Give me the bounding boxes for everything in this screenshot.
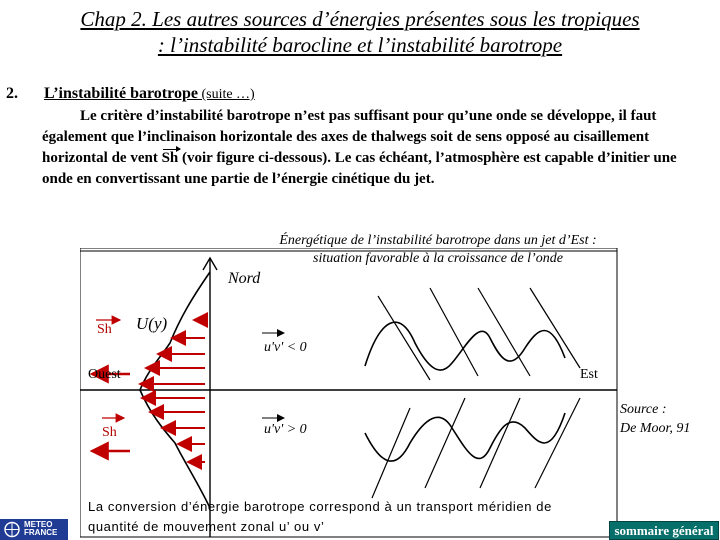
meteo-france-logo: [0, 519, 68, 540]
figure-caption-line-1: Énergétique de l’instabilité barotrope dans un jet d’Est :: [279, 233, 597, 248]
trough-axes-bottom: [372, 398, 580, 498]
est-label: Est: [580, 367, 598, 382]
figure-drawing: [80, 248, 618, 538]
title-line-1: Chap 2. Les autres sources d’énergies présentes sous les tropiques: [80, 7, 640, 31]
figure-caption-line-2: situation favorable à la croissance de l’onde: [313, 251, 563, 266]
hand-uv-bottom-label: u'v' > 0: [264, 422, 307, 437]
logo-line-2: FRANCE: [24, 528, 58, 537]
section-title: [44, 85, 255, 103]
section-number: 2.: [6, 85, 18, 102]
conversion-note: [88, 497, 552, 537]
source-citation: [620, 400, 690, 438]
logo-text: [24, 521, 57, 537]
body-paragraph: [42, 106, 702, 190]
hand-uy-label: U(y): [136, 314, 168, 333]
logo-line-1: METEO: [24, 520, 53, 529]
ouest-label: Ouest: [88, 367, 121, 382]
source-line-2: De Moor, 91: [620, 421, 691, 436]
sommaire-general-button[interactable]: sommaire général: [609, 521, 719, 540]
conversion-note-line-2: quantité de mouvement zonal u’ ou v’: [88, 519, 325, 534]
meteo-logo-icon: [2, 519, 22, 540]
sh-label-top: Sh: [97, 322, 112, 337]
page-title: [0, 6, 720, 58]
title-line-2: : l’instabilité barocline et l’instabilité barotrope: [157, 33, 563, 57]
hand-uv-top-label: u'v' < 0: [264, 340, 307, 355]
wave-top: [365, 322, 565, 370]
paragraph-part-1: Le critère d’instabilité barotrope n’est pas suffisant pour qu’une onde se développe, il faut également que l’inclinaison horizontale des axes de thalwegs soit de sens opposé au cisaillement horizontal de vent: [42, 108, 657, 166]
figure-panel: [80, 248, 618, 538]
source-line-1: Source :: [620, 402, 667, 417]
trough-axes-top: [378, 288, 580, 380]
wave-bottom: [365, 413, 565, 461]
figure-border: [80, 248, 617, 537]
paragraph-part-2: (voir figure ci-dessous). Le cas échéant, l’atmosphère est capable d’initier une onde en convertissant une partie de l’énergie cinétique du jet.: [42, 150, 677, 187]
section-title-text: L’instabilité barotrope: [44, 85, 198, 102]
sh-vector-symbol: Sh: [162, 148, 179, 169]
section-title-suffix: (suite …): [197, 87, 255, 102]
sh-label-bottom: Sh: [102, 425, 117, 440]
conversion-note-line-1: La conversion d’énergie barotrope correspond à un transport méridien de: [88, 499, 552, 514]
hand-nord-label: Nord: [228, 270, 261, 287]
